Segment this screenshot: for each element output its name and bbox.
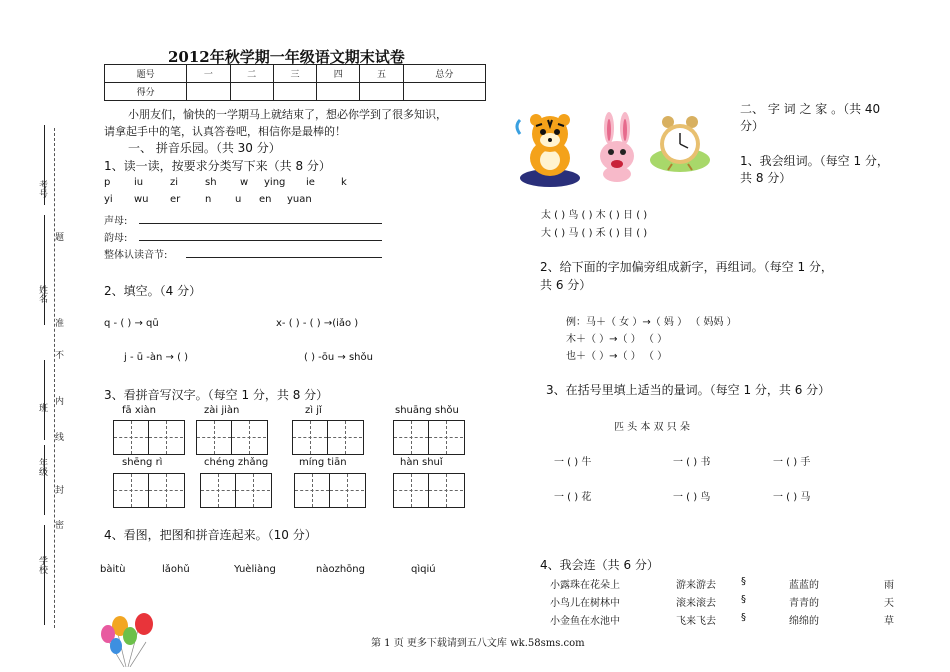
connect-action[interactable]: 游来游去 bbox=[676, 580, 716, 591]
pinyin-zi: zi bbox=[170, 177, 179, 188]
pinyin-u: u bbox=[235, 194, 242, 205]
pinyin-ie: ie bbox=[306, 177, 315, 188]
q3-pinyin: zì jǐ bbox=[305, 405, 322, 416]
tiger-image[interactable] bbox=[512, 108, 584, 188]
connect-sentence[interactable]: 小鸟儿在树林中 bbox=[550, 598, 620, 609]
match-word-baitu[interactable]: bàitù bbox=[100, 564, 126, 575]
score-cell: 一 bbox=[187, 65, 230, 83]
section1-heading: 一、 拼音乐园。（共 30 分） bbox=[128, 141, 281, 155]
q2-item-2b: ( ) -ōu → shǒu bbox=[304, 352, 373, 363]
q3-pinyin: fā xiàn bbox=[122, 405, 156, 416]
connect-sentence[interactable]: 小露珠在花朵上 bbox=[550, 580, 620, 591]
match-word-laohu[interactable]: lǎohǔ bbox=[162, 564, 190, 575]
s2-q1-title-cont: 共 8 分） bbox=[740, 171, 792, 185]
q1-title: 1、读一读，按要求分类写下来（共 8 分） bbox=[104, 159, 331, 173]
score-table-score-row bbox=[105, 83, 486, 101]
writing-grid[interactable] bbox=[292, 420, 364, 455]
alarm-clock-image[interactable] bbox=[650, 112, 710, 174]
s2-q3-item[interactable]: 一 ( ) 花 bbox=[554, 492, 592, 503]
writing-grid[interactable] bbox=[393, 473, 465, 508]
q3-pinyin: chéng zhǎng bbox=[204, 457, 269, 468]
s2-q4-title: 4、我会连（共 6 分） bbox=[540, 558, 659, 572]
score-input-cell[interactable] bbox=[230, 83, 273, 101]
page-footer: 第 1 页 更多下载请到五八文库 wk.58sms.com bbox=[371, 638, 585, 649]
side-blank-line bbox=[44, 360, 45, 440]
score-cell: 二 bbox=[230, 65, 273, 83]
initials-answer-line[interactable] bbox=[139, 223, 382, 224]
score-table-header-row bbox=[105, 65, 486, 83]
writing-grid[interactable] bbox=[113, 473, 185, 508]
side-label-xian: 线 bbox=[53, 432, 63, 441]
s2-q3-item[interactable]: 一 ( ) 马 bbox=[773, 492, 811, 503]
s2-q2-row-1[interactable]: 木＋（ ）→（ ） （ ） bbox=[566, 334, 668, 345]
pinyin-er: er bbox=[170, 194, 181, 205]
connect-action[interactable]: 飞来飞去 bbox=[676, 616, 716, 627]
q4-title: 4、看图，把图和拼音连起来。（10 分） bbox=[104, 528, 317, 542]
section2-heading: 二、 字 词 之 家 。（共 40 bbox=[740, 102, 881, 116]
s2-q2-example: 例：马＋（ 女 ）→（ 妈 ） （ 妈妈 ） bbox=[566, 317, 737, 328]
connect-noun[interactable]: 天 bbox=[884, 598, 894, 609]
s2-q3-item[interactable]: 一 ( ) 手 bbox=[773, 457, 811, 468]
q2-item-1a: q - ( ) → qū bbox=[104, 318, 159, 329]
connect-symbol: § bbox=[741, 594, 746, 605]
q2-item-2a: j - ū -àn → ( ) bbox=[124, 352, 189, 363]
side-label-feng: 封 bbox=[53, 485, 63, 494]
match-word-naozhong[interactable]: nàozhōng bbox=[316, 564, 365, 575]
s2-q3-title: 3、在括号里填上适当的量词。（每空 1 分，共 6 分） bbox=[546, 383, 831, 397]
pinyin-yi: yi bbox=[104, 194, 113, 205]
s2-q2-title: 2、给下面的字加偏旁组成新字，再组词。（每空 1 分， bbox=[540, 260, 833, 274]
label-finals: 韵母: bbox=[104, 233, 128, 244]
balloons-image[interactable] bbox=[98, 612, 158, 667]
side-label-school: 学校 bbox=[37, 556, 47, 574]
side-label-ti: 题 bbox=[53, 232, 63, 241]
score-cell: 三 bbox=[273, 65, 316, 83]
pinyin-wu: wu bbox=[134, 194, 149, 205]
side-label-nei: 内 bbox=[53, 396, 63, 405]
score-input-cell[interactable] bbox=[187, 83, 230, 101]
score-input-cell[interactable] bbox=[317, 83, 360, 101]
pinyin-w: w bbox=[240, 177, 249, 188]
s2-q3-item[interactable]: 一 ( ) 鸟 bbox=[673, 492, 711, 503]
connect-adjective[interactable]: 绵绵的 bbox=[789, 616, 819, 627]
exam-title: 2012年秋学期一年级语文期末试卷 bbox=[168, 48, 405, 66]
intro-line-1: 小朋友们，愉快的一学期马上就结束了，想必你学到了很多知识， bbox=[128, 108, 447, 121]
pinyin-en: en bbox=[259, 194, 272, 205]
side-blank-line bbox=[44, 215, 45, 325]
connect-symbol: § bbox=[741, 612, 746, 623]
pinyin-iu: iu bbox=[134, 177, 144, 188]
connect-adjective[interactable]: 蓝蓝的 bbox=[789, 580, 819, 591]
q3-pinyin: hàn shuǐ bbox=[400, 457, 443, 468]
side-label-class: 班 bbox=[37, 403, 47, 412]
finals-answer-line[interactable] bbox=[139, 240, 382, 241]
side-label-grade: 年级 bbox=[37, 458, 47, 476]
connect-noun[interactable]: 雨 bbox=[884, 580, 894, 591]
pinyin-k: k bbox=[341, 177, 347, 188]
score-input-cell[interactable] bbox=[360, 83, 403, 101]
writing-grid[interactable] bbox=[393, 420, 465, 455]
label-initials: 声母: bbox=[104, 216, 128, 227]
s2-q1-title: 1、我会组词。（每空 1 分， bbox=[740, 154, 889, 168]
connect-adjective[interactable]: 青青的 bbox=[789, 598, 819, 609]
pinyin-sh: sh bbox=[205, 177, 217, 188]
side-blank-line bbox=[44, 525, 45, 625]
pinyin-ying: ying bbox=[264, 177, 286, 188]
s2-q2-title-cont: 共 6 分） bbox=[540, 278, 592, 292]
side-label-name: 姓名 bbox=[37, 285, 47, 303]
side-label-bu: 不 bbox=[53, 350, 63, 359]
intro-line-2: 请拿起手中的笔，认真答卷吧，相信你是最棒的！ bbox=[104, 125, 346, 138]
score-input-cell[interactable] bbox=[273, 83, 316, 101]
label-whole-syllables: 整体认读音节: bbox=[104, 250, 168, 261]
score-cell: 得分 bbox=[105, 83, 187, 101]
q2-item-1b: x- ( ) - ( ) →(iǎo ) bbox=[276, 318, 359, 329]
side-blank-line bbox=[44, 445, 45, 515]
connect-action[interactable]: 滚来滚去 bbox=[676, 598, 716, 609]
pinyin-n: n bbox=[205, 194, 212, 205]
s2-q2-row-2[interactable]: 也＋（ ）→（ ） （ ） bbox=[566, 351, 668, 362]
side-label-zhun: 准 bbox=[53, 318, 63, 327]
score-cell: 四 bbox=[317, 65, 360, 83]
s2-q1-row-2[interactable]: 大 ( ) 马 ( ) 禾 ( ) 目 ( ) bbox=[541, 228, 648, 239]
q2-title: 2、填空。（4 分） bbox=[104, 284, 202, 298]
q3-title: 3、看拼音写汉字。（每空 1 分，共 8 分） bbox=[104, 388, 329, 402]
writing-grid[interactable] bbox=[196, 420, 268, 455]
rabbit-image[interactable] bbox=[592, 112, 642, 184]
connect-sentence[interactable]: 小金鱼在水池中 bbox=[550, 616, 620, 627]
binding-dashed-line bbox=[54, 128, 55, 628]
score-input-cell[interactable] bbox=[403, 83, 485, 101]
q3-pinyin: shēng rì bbox=[122, 457, 163, 468]
writing-grid[interactable] bbox=[113, 420, 185, 455]
score-table bbox=[104, 64, 486, 101]
pinyin-p: p bbox=[104, 177, 111, 188]
connect-symbol: § bbox=[741, 576, 746, 587]
writing-grid[interactable] bbox=[200, 473, 272, 508]
writing-grid[interactable] bbox=[294, 473, 366, 508]
match-word-yueliang[interactable]: Yuèliàng bbox=[234, 564, 276, 575]
whole-syllables-answer-line[interactable] bbox=[186, 257, 382, 258]
score-cell: 题号 bbox=[105, 65, 187, 83]
s2-q1-row-1[interactable]: 太 ( ) 鸟 ( ) 木 ( ) 日 ( ) bbox=[541, 210, 648, 221]
s2-q3-item[interactable]: 一 ( ) 书 bbox=[673, 457, 711, 468]
side-label-exam-number: 考号 bbox=[37, 180, 47, 198]
q3-pinyin: zài jiàn bbox=[204, 405, 240, 416]
side-label-mi: 密 bbox=[53, 520, 63, 529]
pinyin-yuan: yuan bbox=[287, 194, 312, 205]
q3-pinyin: shuāng shǒu bbox=[395, 405, 459, 416]
q3-pinyin: míng tiān bbox=[299, 457, 347, 468]
section2-heading-cont: 分） bbox=[740, 119, 765, 133]
connect-noun[interactable]: 草 bbox=[884, 616, 894, 627]
match-word-qiqiu[interactable]: qìqiú bbox=[411, 564, 436, 575]
side-blank-line bbox=[44, 125, 45, 205]
s2-q3-item[interactable]: 一 ( ) 牛 bbox=[554, 457, 592, 468]
score-cell: 五 bbox=[360, 65, 403, 83]
s2-q3-word-bank: 匹 头 本 双 只 朵 bbox=[614, 422, 690, 433]
score-cell: 总分 bbox=[403, 65, 485, 83]
